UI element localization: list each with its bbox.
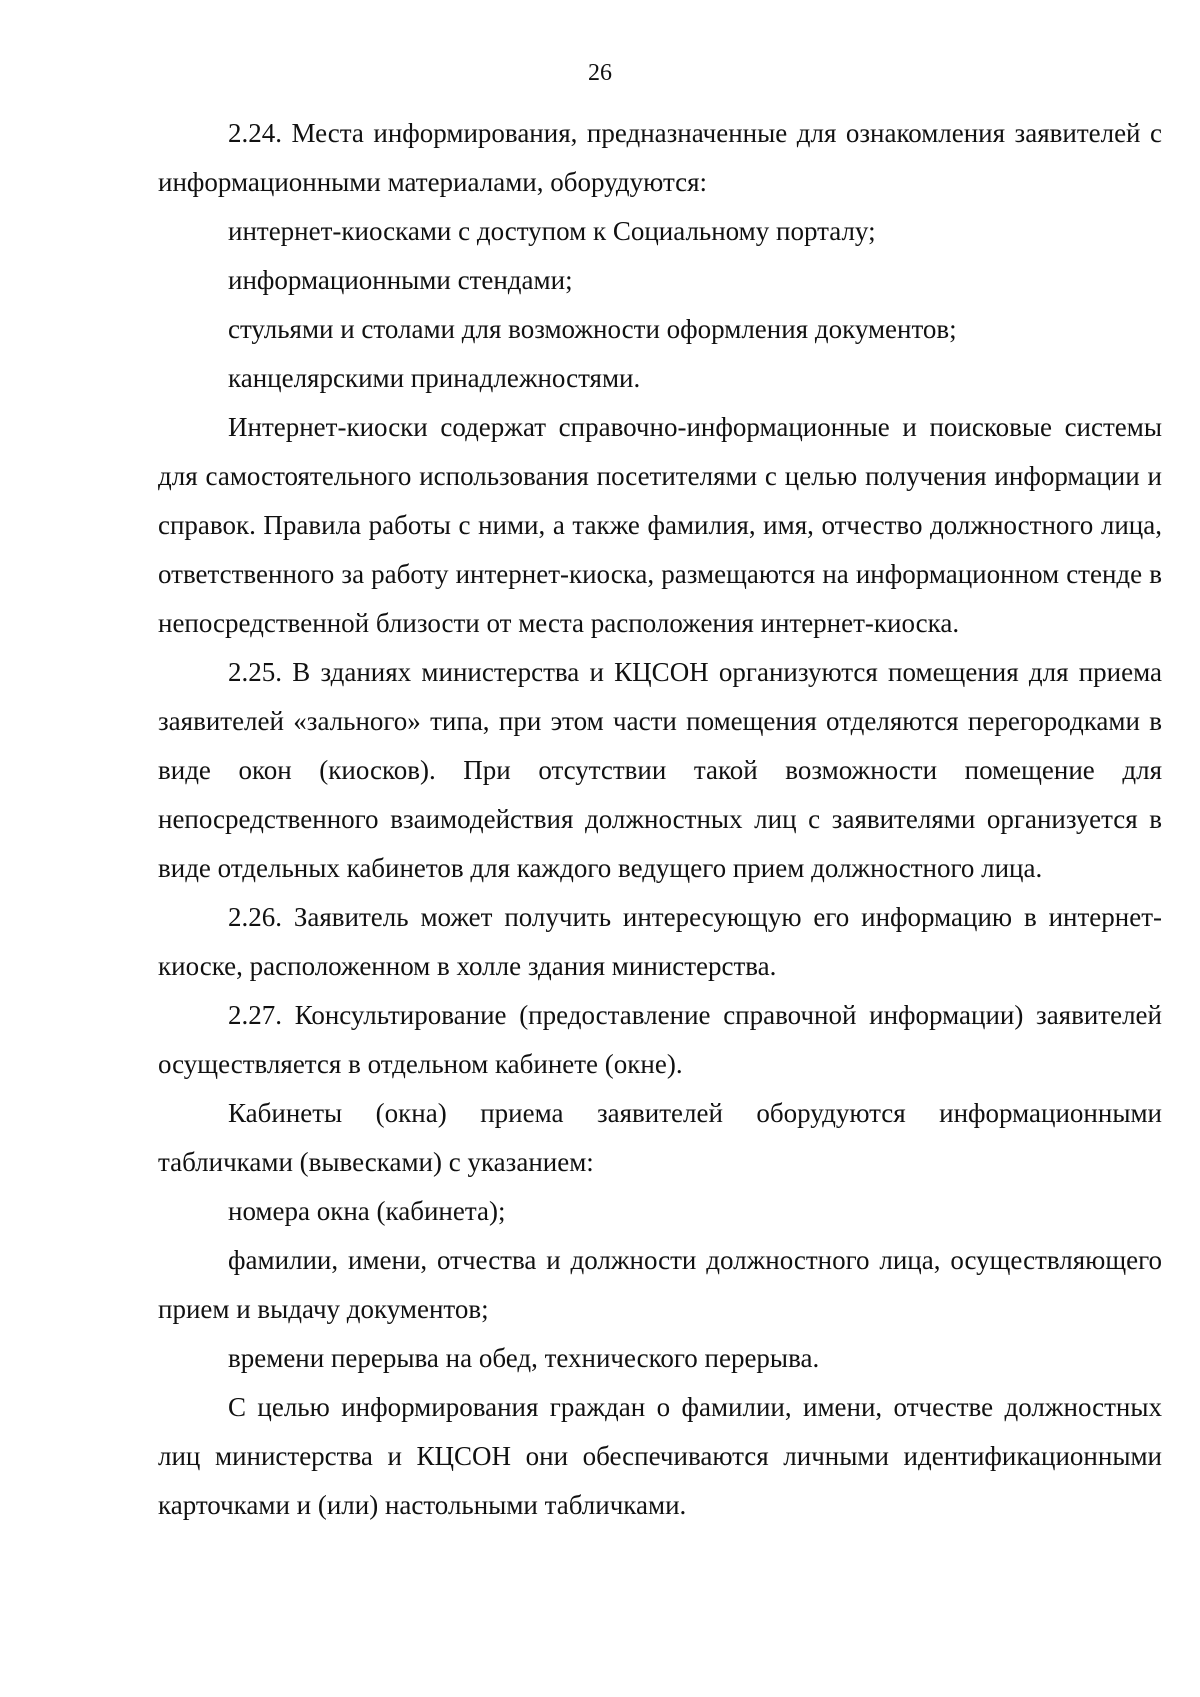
paragraph-cabinets: Кабинеты (окна) приема заявителей оборудуются информационными табличками (вывесками) с указанием: (158, 1098, 1162, 1177)
paragraph-2-27: 2.27. Консультирование (предоставление справочной информации) заявителей осуществляется в отдельном кабинете (окне). (158, 1000, 1162, 1079)
list-item-window-number: номера окна (кабинета); (228, 1196, 506, 1226)
document-body (158, 109, 1162, 1530)
list-item-chairs-tables: стульями и столами для возможности оформления документов; (228, 314, 957, 344)
paragraph-identification-cards: С целью информирования граждан о фамилии, имени, отчестве должностных лиц министерства и КЦСОН они обеспечиваются личными идентификационными карточками и (или) настольными табличками. (158, 1392, 1162, 1520)
list-item-stationery: канцелярскими принадлежностями. (228, 363, 641, 393)
page-number: 26 (588, 60, 612, 86)
paragraph-2-26: 2.26. Заявитель может получить интересующую его информацию в интернет-киоске, расположенном в холле здания министерства. (158, 902, 1162, 981)
paragraph-internet-kiosks: Интернет-киоски содержат справочно-информационные и поисковые системы для самостоятельного использования посетителями с целью получения информации и справок. Правила работы с ними, а также фамилия, имя, отчество должностного лица, ответственного за работу интернет-киоска, размещаются на информационном стенде в непосредственной близости от места расположения интернет-киоска. (158, 412, 1162, 638)
list-item-info-stands: информационными стендами; (228, 265, 573, 295)
paragraph-2-25: 2.25. В зданиях министерства и КЦСОН организуются помещения для приема заявителей «зального» типа, при этом части помещения отделяются перегородками в виде окон (киосков). При отсутствии такой возможности помещение для непосредственного взаимодействия должностных лиц с заявителями организуется в виде отдельных кабинетов для каждого ведущего прием должностного лица. (158, 657, 1162, 883)
paragraph-2-24: 2.24. Места информирования, предназначенные для ознакомления заявителей с информационными материалами, оборудуются: (158, 118, 1162, 197)
list-item-internet-kiosks: интернет-киосками с доступом к Социальному порталу; (228, 216, 876, 246)
list-item-break-time: времени перерыва на обед, технического перерыва. (228, 1343, 820, 1373)
list-item-official-name: фамилии, имени, отчества и должности должностного лица, осуществляющего прием и выдачу документов; (158, 1245, 1162, 1324)
